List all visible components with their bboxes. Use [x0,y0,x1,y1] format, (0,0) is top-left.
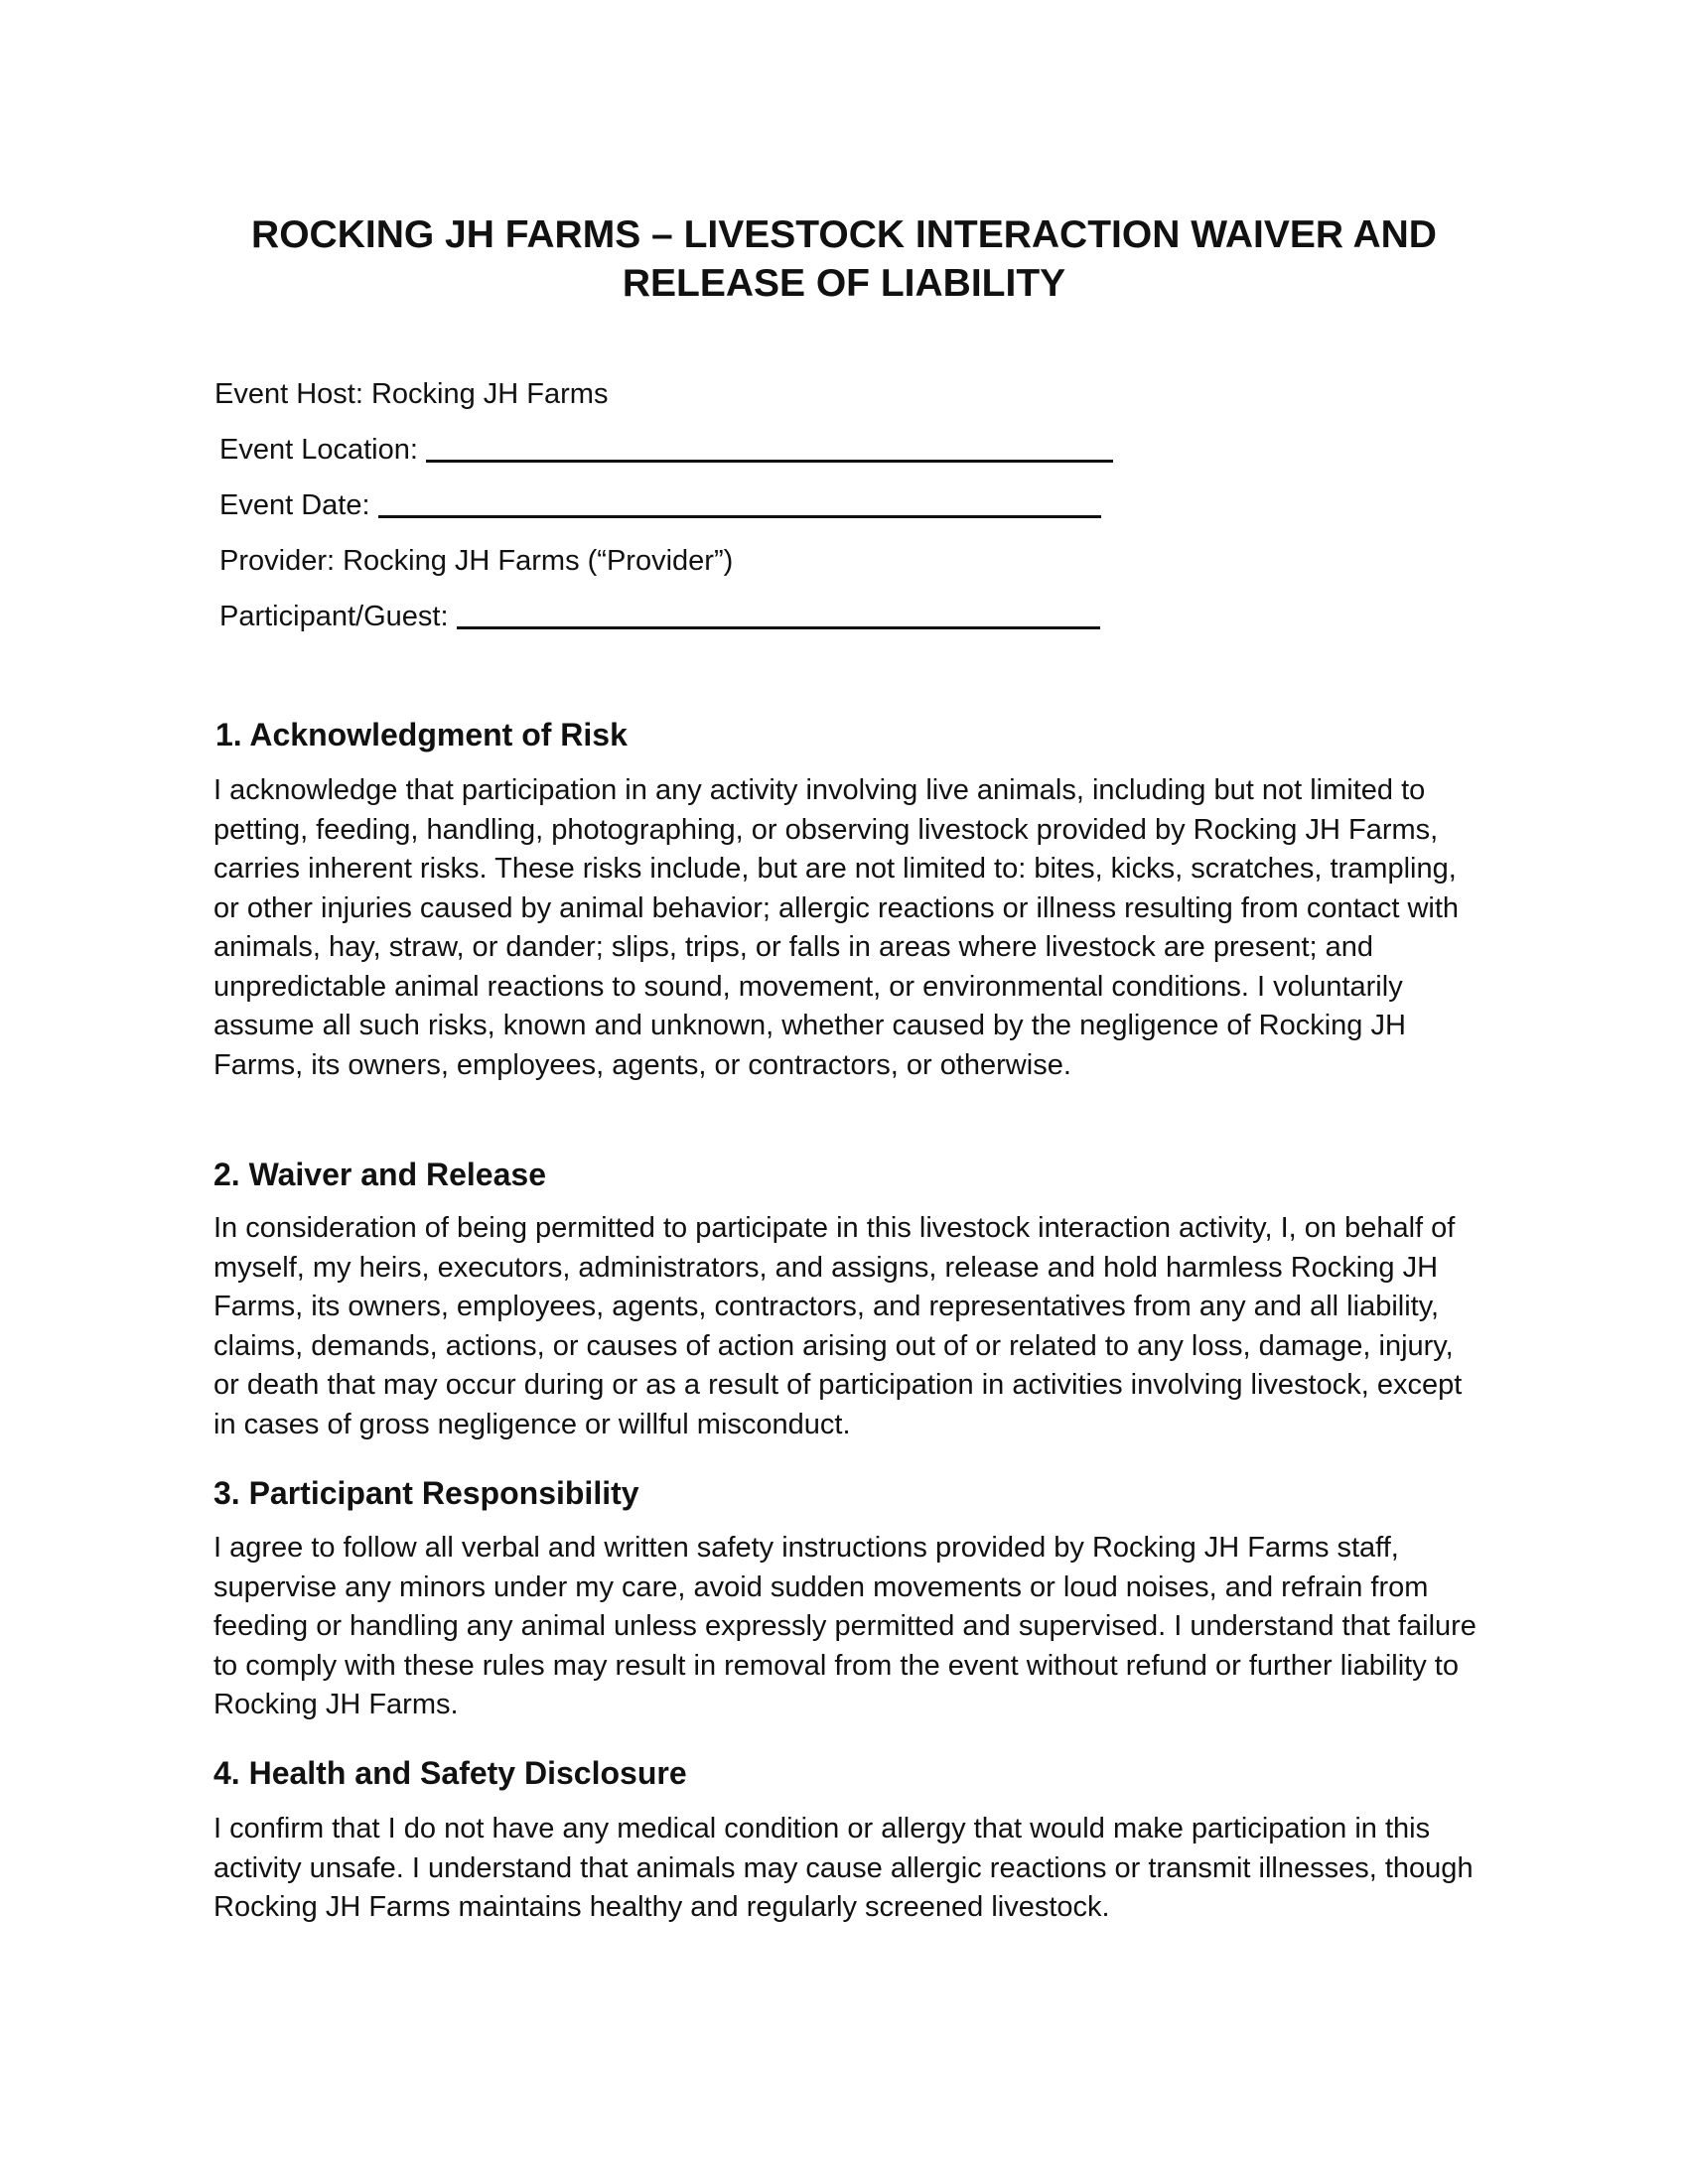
section-2-body: In consideration of being permitted to participate in this livestock interaction activity, I, on behalf of myself, my heirs, executors, administrators, and assigns, release and hold harmless Rocking JH Farms, its owners, employees, agents, contractors, and representatives from any and all liability, claims, demands, actions, or causes of action arising out of or related to any loss, damage, injury, or death that may occur during or as a result of participation in activities involving livestock, except in cases of gross negligence or willful misconduct. [213,1212,1463,1440]
event-date-field[interactable] [378,515,1101,518]
document-title-line-2: RELEASE OF LIABILITY [622,262,1066,305]
event-location-field[interactable] [426,460,1113,463]
section-3-body: I agree to follow all verbal and written safety instructions provided by Rocking JH Farms staff, supervise any minors under my care, avoid sudden movements or loud noises, and refrain from feeding or handling any animal unless expressly permitted and supervised. I understand that failure to comply with these rules may result in removal from the event without refund or further liability to Rocking JH Farms. [213,1532,1477,1720]
section-3-heading: 3. Participant Responsibility [213,1475,639,1511]
document-title-line-1: ROCKING JH FARMS – LIVESTOCK INTERACTION WAIVER AND [251,213,1437,256]
section-4-body: I confirm that I do not have any medical condition or allergy that would make participation in this activity unsafe. I understand that animals may cause allergic reactions or transmit illnesses, though Rocking JH Farms maintains healthy and regularly screened livestock. [213,1813,1474,1923]
event-host-row [214,377,608,411]
participant-field[interactable] [457,626,1100,629]
participant-row [219,600,1100,633]
section-1-body: I acknowledge that participation in any activity involving live animals, including but not limited to petting, feeding, handling, photographing, or observing livestock provided by Rocking JH Farms, carries inherent risks. These risks include, but are not limited to: bites, kicks, scratches, trampling, or other injuries caused by animal behavior; allergic reactions or illness resulting from contact with animals, hay, straw, or dander; slips, trips, or falls in areas where livestock are present; and unpredictable animal reactions to sound, movement, or environmental conditions. I voluntarily assume all such risks, known and unknown, whether caused by the negligence of Rocking JH Farms, its owners, employees, agents, or contractors, or otherwise. [213,774,1460,1081]
event-date-row [219,488,1101,522]
event-location-label: Event Location: [219,434,418,466]
document-title [199,210,1489,308]
event-location-row [219,433,1113,467]
provider-text: Provider: Rocking JH Farms (“Provider”) [219,545,734,577]
section-2-heading: 2. Waiver and Release [213,1157,546,1192]
section-1-heading: 1. Acknowledgment of Risk [215,717,628,752]
provider-row [219,544,733,578]
event-host-text: Event Host: Rocking JH Farms [214,378,609,410]
participant-label: Participant/Guest: [219,601,449,632]
event-date-label: Event Date: [219,489,370,521]
section-4-heading: 4. Health and Safety Disclosure [213,1755,687,1791]
